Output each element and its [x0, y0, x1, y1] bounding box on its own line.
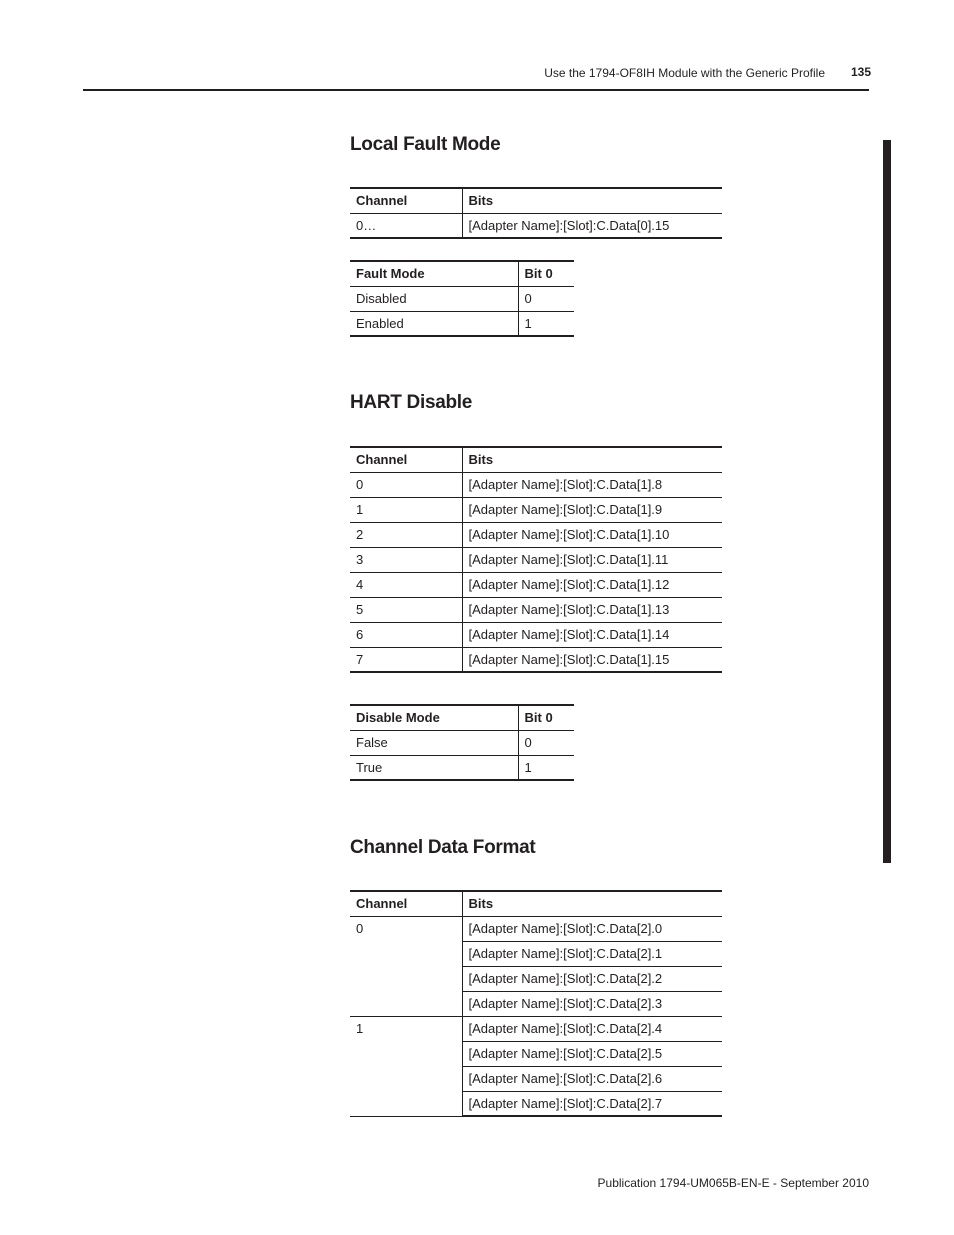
channel-cell: 6	[350, 622, 462, 647]
hart-disable-channel-table	[350, 446, 722, 673]
table-header-row	[350, 447, 722, 472]
section-title-channel-data-format: Channel Data Format	[350, 837, 536, 858]
table-row	[350, 755, 574, 780]
channel-cell: 5	[350, 597, 462, 622]
bits-cell: [Adapter Name]:[Slot]:C.Data[2].2	[462, 966, 722, 991]
column-header-disable-mode: Disable Mode	[350, 705, 518, 730]
table-row	[350, 547, 722, 572]
channel-cell: 2	[350, 522, 462, 547]
column-header-fault-mode: Fault Mode	[350, 261, 518, 286]
table-row	[350, 572, 722, 597]
bits-cell: [Adapter Name]:[Slot]:C.Data[1].13	[462, 597, 722, 622]
bits-cell: [Adapter Name]:[Slot]:C.Data[0].15	[462, 213, 722, 238]
bits-cell: [Adapter Name]:[Slot]:C.Data[1].11	[462, 547, 722, 572]
section-title-local-fault-mode: Local Fault Mode	[350, 134, 501, 155]
column-header-channel: Channel	[350, 447, 462, 472]
column-header-channel: Channel	[350, 188, 462, 213]
table-row	[350, 497, 722, 522]
bit-value-cell: 1	[518, 755, 574, 780]
table-header-row	[350, 261, 574, 286]
table-header-row	[350, 188, 722, 213]
header-rule	[83, 89, 869, 91]
bits-cell: [Adapter Name]:[Slot]:C.Data[2].6	[462, 1066, 722, 1091]
disable-mode-table	[350, 704, 574, 781]
bits-cell: [Adapter Name]:[Slot]:C.Data[1].8	[462, 472, 722, 497]
channel-cell: 7	[350, 647, 462, 672]
column-header-bits: Bits	[462, 891, 722, 916]
bits-cell: [Adapter Name]:[Slot]:C.Data[1].10	[462, 522, 722, 547]
column-header-bit0: Bit 0	[518, 705, 574, 730]
bits-cell: [Adapter Name]:[Slot]:C.Data[2].5	[462, 1041, 722, 1066]
table-row	[350, 213, 722, 238]
bit-value-cell: 1	[518, 311, 574, 336]
table-row	[350, 730, 574, 755]
table-header-row	[350, 891, 722, 916]
section-title-hart-disable: HART Disable	[350, 392, 473, 413]
mode-cell: Enabled	[350, 311, 518, 336]
bits-cell: [Adapter Name]:[Slot]:C.Data[2].0	[462, 916, 722, 941]
table-row	[350, 472, 722, 497]
bits-cell: [Adapter Name]:[Slot]:C.Data[2].7	[462, 1091, 722, 1116]
column-header-bits: Bits	[462, 188, 722, 213]
mode-cell: False	[350, 730, 518, 755]
table-row	[350, 622, 722, 647]
bits-cell: [Adapter Name]:[Slot]:C.Data[1].12	[462, 572, 722, 597]
publication-footer: Publication 1794-UM065B-EN-E - September 2010	[597, 1176, 869, 1190]
bit-value-cell: 0	[518, 730, 574, 755]
bits-cell: [Adapter Name]:[Slot]:C.Data[2].4	[462, 1016, 722, 1041]
mode-cell: Disabled	[350, 286, 518, 311]
table-header-row	[350, 705, 574, 730]
bits-cell: [Adapter Name]:[Slot]:C.Data[1].14	[462, 622, 722, 647]
table-row	[350, 597, 722, 622]
bits-cell: [Adapter Name]:[Slot]:C.Data[2].1	[462, 941, 722, 966]
bit-value-cell: 0	[518, 286, 574, 311]
table-row	[350, 1016, 722, 1041]
channel-cell: 4	[350, 572, 462, 597]
channel-cell: 1	[350, 497, 462, 522]
running-header-title: Use the 1794-OF8IH Module with the Generic Profile	[544, 66, 825, 80]
fault-mode-table	[350, 260, 574, 337]
chapter-side-bar	[883, 140, 891, 863]
column-header-bit0: Bit 0	[518, 261, 574, 286]
mode-cell: True	[350, 755, 518, 780]
bits-cell: [Adapter Name]:[Slot]:C.Data[1].9	[462, 497, 722, 522]
column-header-channel: Channel	[350, 891, 462, 916]
local-fault-channel-table	[350, 187, 722, 239]
channel-cell: 0	[350, 472, 462, 497]
table-row	[350, 522, 722, 547]
table-row	[350, 916, 722, 941]
channel-cell: 0	[350, 916, 462, 1016]
bits-cell: [Adapter Name]:[Slot]:C.Data[2].3	[462, 991, 722, 1016]
bits-cell: [Adapter Name]:[Slot]:C.Data[1].15	[462, 647, 722, 672]
channel-cell: 1	[350, 1016, 462, 1116]
table-row	[350, 311, 574, 336]
table-row	[350, 286, 574, 311]
channel-cell: 0…	[350, 213, 462, 238]
channel-data-format-table	[350, 890, 722, 1117]
table-row	[350, 647, 722, 672]
column-header-bits: Bits	[462, 447, 722, 472]
channel-cell: 3	[350, 547, 462, 572]
page-number: 135	[851, 65, 872, 79]
